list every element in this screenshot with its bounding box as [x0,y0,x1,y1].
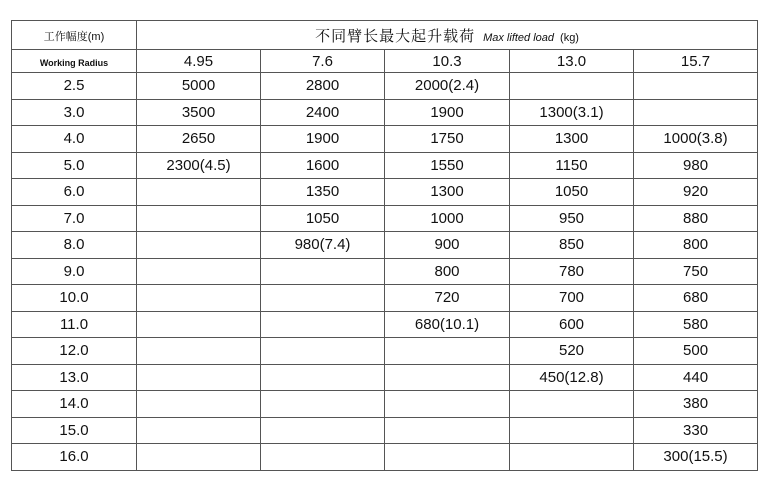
table-row [12,417,758,444]
load-cell [261,258,385,285]
radius-cell: 5.0 [12,152,137,179]
load-cell: 1300 [510,126,634,153]
load-cell: 720 [385,285,510,312]
load-cell [510,73,634,100]
load-cell: 580 [634,311,758,338]
radius-cell: 2.5 [12,73,137,100]
table-row [12,99,758,126]
load-cell: 520 [510,338,634,365]
load-cell: 1000 [385,205,510,232]
load-cell [261,285,385,312]
load-cell [137,258,261,285]
load-cell: 750 [634,258,758,285]
load-cell [261,311,385,338]
load-cell: 1150 [510,152,634,179]
load-cell: 2300(4.5) [137,152,261,179]
load-cell: 1300 [385,179,510,206]
load-cell [261,417,385,444]
load-cell [510,417,634,444]
load-cell [510,444,634,471]
table-row [12,232,758,259]
table-row [12,338,758,365]
load-cell [137,311,261,338]
load-cell: 680(10.1) [385,311,510,338]
load-chart-table [11,20,758,471]
load-cell [137,338,261,365]
table-row [12,444,758,471]
load-cell: 380 [634,391,758,418]
load-cell: 980(7.4) [261,232,385,259]
load-cell [261,364,385,391]
radius-cell: 15.0 [12,417,137,444]
table-row [12,258,758,285]
load-cell: 440 [634,364,758,391]
table-title-cell [137,21,758,50]
load-cell [385,391,510,418]
boom-length-header: 13.0 [510,50,634,73]
load-cell: 1600 [261,152,385,179]
load-cell [385,417,510,444]
radius-cell: 4.0 [12,126,137,153]
load-cell: 300(15.5) [634,444,758,471]
load-cell [137,179,261,206]
load-cell: 1900 [261,126,385,153]
table-row [12,179,758,206]
table-title-en: Max lifted load [483,31,555,44]
radius-label-cn: 工作幅度 [43,30,88,43]
load-cell [137,444,261,471]
load-cell [137,285,261,312]
boom-length-header: 7.6 [261,50,385,73]
header-row-boom-lengths [12,50,758,73]
load-cell: 900 [385,232,510,259]
radius-cell: 11.0 [12,311,137,338]
load-cell [137,417,261,444]
radius-unit: (m) [87,30,105,43]
table-row [12,285,758,312]
load-cell: 700 [510,285,634,312]
radius-cell: 3.0 [12,99,137,126]
load-cell [261,444,385,471]
load-cell: 880 [634,205,758,232]
boom-length-header: 10.3 [385,50,510,73]
load-cell [137,232,261,259]
radius-header-en [12,50,137,73]
load-cell: 1050 [261,205,385,232]
table-row [12,364,758,391]
boom-length-header: 4.95 [137,50,261,73]
load-cell: 2400 [261,99,385,126]
load-cell: 980 [634,152,758,179]
table-row [12,126,758,153]
table-row [12,391,758,418]
load-cell: 780 [510,258,634,285]
load-cell: 2000(2.4) [385,73,510,100]
load-cell: 680 [634,285,758,312]
radius-cell: 8.0 [12,232,137,259]
load-cell [510,391,634,418]
load-cell [634,73,758,100]
load-cell: 800 [634,232,758,259]
load-chart-container [11,20,758,471]
load-cell: 1050 [510,179,634,206]
load-cell: 5000 [137,73,261,100]
table-row [12,205,758,232]
radius-cell: 12.0 [12,338,137,365]
load-cell: 450(12.8) [510,364,634,391]
load-cell: 1900 [385,99,510,126]
load-cell [385,364,510,391]
table-row [12,152,758,179]
load-cell [137,391,261,418]
radius-cell: 10.0 [12,285,137,312]
load-cell: 1750 [385,126,510,153]
load-cell: 1550 [385,152,510,179]
load-cell: 2800 [261,73,385,100]
load-cell [261,391,385,418]
radius-cell: 9.0 [12,258,137,285]
load-cell: 3500 [137,99,261,126]
header-row-title [12,21,758,50]
load-cell: 330 [634,417,758,444]
load-cell: 1350 [261,179,385,206]
load-cell: 600 [510,311,634,338]
radius-cell: 6.0 [12,179,137,206]
load-cell: 500 [634,338,758,365]
load-cell [385,444,510,471]
load-cell [261,338,385,365]
boom-length-header: 15.7 [634,50,758,73]
radius-cell: 14.0 [12,391,137,418]
radius-cell: 13.0 [12,364,137,391]
load-cell: 920 [634,179,758,206]
radius-cell: 7.0 [12,205,137,232]
radius-header-cn [12,21,137,50]
table-row [12,311,758,338]
load-cell: 2650 [137,126,261,153]
table-row [12,73,758,100]
load-cell [137,364,261,391]
load-cell: 1300(3.1) [510,99,634,126]
radius-cell: 16.0 [12,444,137,471]
load-cell [634,99,758,126]
load-cell: 950 [510,205,634,232]
table-title-cn: 不同臂长最大起升载荷 [315,27,476,45]
load-cell: 1000(3.8) [634,126,758,153]
load-cell [137,205,261,232]
radius-label-en: Working Radius [39,57,109,68]
load-cell [385,338,510,365]
load-cell: 800 [385,258,510,285]
table-title-unit: (kg) [560,31,579,44]
load-cell: 850 [510,232,634,259]
